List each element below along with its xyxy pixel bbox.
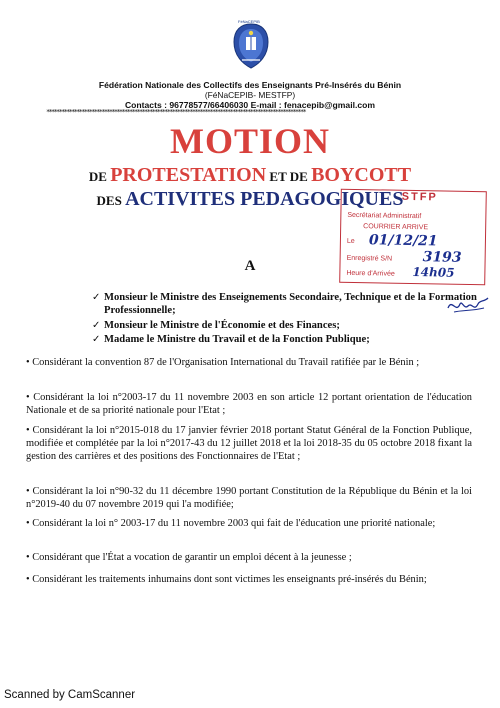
addressee-item bbox=[92, 334, 484, 347]
stamp-line-secretariat: Secrétariat Administratif bbox=[347, 211, 422, 221]
title-line-protestation bbox=[0, 164, 500, 187]
considerant-paragraph: • Considérant la loi n°90-32 du 11 décembre 1990 portant Constitution de la République du Bénin et la loi n°2019-40 du 07 novembre 2019 qui l'a modifiée; bbox=[26, 486, 472, 510]
checkmark-icon: ✓ bbox=[92, 292, 101, 303]
federation-logo-icon bbox=[228, 20, 274, 72]
considerant-paragraph: • Considérant la loi n° 2003-17 du 11 novembre 2003 qui fait de l'éducation une priorité nationale; bbox=[26, 518, 436, 529]
stamp-hour-value: 14h05 bbox=[412, 264, 455, 280]
stamp-le-label: Le bbox=[346, 237, 355, 245]
scanner-footer: Scanned by CamScanner bbox=[4, 689, 136, 701]
addressee-item bbox=[92, 320, 484, 333]
title-word: ACTIVITES PEDAGOGIQUES bbox=[125, 188, 404, 210]
stamp-hour-label: Heure d'Arrivée bbox=[346, 269, 395, 278]
addressee-text: Monsieur le Ministre de l'Économie et des Finances; bbox=[104, 320, 340, 331]
logo-tag: FéNaCEPIB bbox=[238, 19, 260, 24]
stamp-head: STFP bbox=[401, 190, 438, 204]
considerant-paragraph: • Considérant que l'État a vocation de garantir un emploi décent à la jeunesse ; bbox=[26, 552, 352, 563]
checkmark-icon: ✓ bbox=[92, 320, 101, 331]
organization-name: Fédération Nationale des Collectifs des Enseignants Pré-Insérés du Bénin bbox=[98, 80, 402, 90]
stamp-reg-value: 3193 bbox=[422, 249, 462, 266]
addressee-item bbox=[92, 292, 484, 317]
contacts-line: Contacts : 96778577/66406030 E-mail : fenacepib@gmail.com bbox=[124, 100, 376, 110]
title-word: BOYCOTT bbox=[311, 164, 412, 186]
considerant-paragraph: • Considérant la loi n°2003-17 du 11 novembre 2003 en son article 12 portant orientation de l'éducation Nationale et de sa priorité nationale pour l'Etat ; bbox=[26, 392, 472, 416]
addressee-text: Madame le Ministre du Travail et de la Fonction Publique; bbox=[104, 334, 370, 345]
stamp-date-value: 01/12/21 bbox=[368, 232, 438, 250]
checkmark-icon: ✓ bbox=[92, 334, 101, 345]
considerant-paragraph: • Considérant la loi n°2015-018 du 17 janvier février 2018 portant Statut Général de la Fonction Publique, modifiée et complétée par la loi n°2017-43 du 12 juillet 2018 et la loi 2018-35 du 05 octobre 2018 fixant la gestion des carrières et des positions des Fonctionnaires de l'Etat ; bbox=[26, 425, 472, 462]
title-motion: MOTION bbox=[169, 121, 330, 161]
organization-abbreviation: (FéNaCEPIB- MESTFP) bbox=[204, 90, 296, 100]
addressee-text: Monsieur le Ministre des Enseignements Secondaire, Technique et de la Formation Professionnelle; bbox=[104, 292, 477, 316]
stamp-line-courrier: COURRIER ARRIVE bbox=[363, 223, 429, 232]
title-word: ET DE bbox=[266, 169, 312, 184]
title-word: PROTESTATION bbox=[110, 164, 267, 186]
considerant-paragraph: • Considérant les traitements inhumains dont sont victimes les enseignants pré-insérés du Bénin; bbox=[26, 574, 427, 585]
title-word: DES bbox=[96, 193, 126, 208]
title-word: DE bbox=[88, 169, 111, 184]
separator-stars: ******************************************************************************************************* bbox=[46, 108, 305, 116]
considerant-paragraph: • Considérant la convention 87 de l'Organisation International du Travail ratifiée par le Bénin ; bbox=[26, 357, 420, 368]
addressee-letter: A bbox=[244, 258, 256, 274]
stamp-reg-label: Enregistré S/N bbox=[346, 254, 393, 263]
